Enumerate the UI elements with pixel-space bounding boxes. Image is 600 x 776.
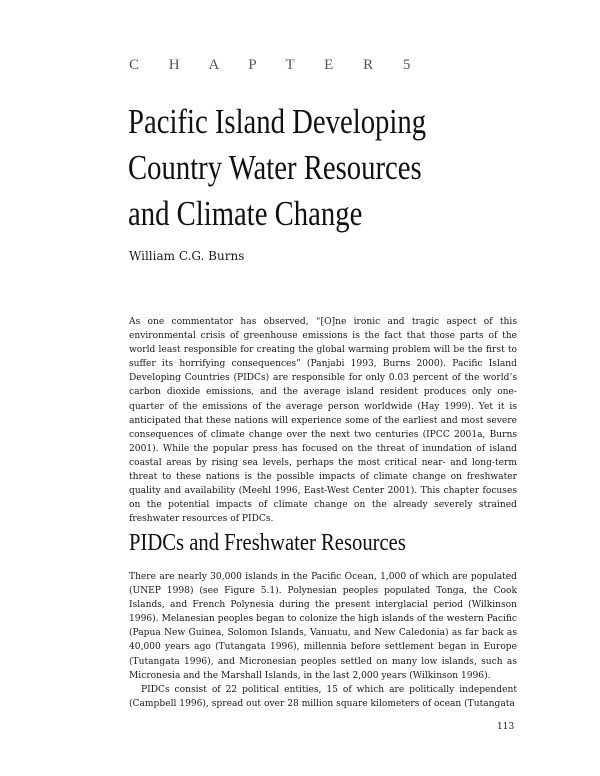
page-number: 113 [497,722,515,732]
chapter-title-line-1: Pacific Island Developing [128,102,427,141]
body-paragraph-1: There are nearly 30,000 islands in the Pacific Ocean, 1,000 of which are populated (UNEP 1998) (see Figure 5.1). Polynesian peoples populated Tonga, the Cook Islands, and French Polynesia during the present interglacial period (Wilkinson 1996). Melanesian peoples began to colonize the high islands of the western Pacific (Papua New Guinea, Solomon Islands, Vanuatu, and New Caledonia) as far back as 40,000 years ago (Tutangata 1996), millennia before settlement began in Europe (Tutangata 1996), and Micronesian peoples settled on many low islands, such as Micronesia and the Marshall Islands, in the last 2,000 years (Wilkinson 1996). [129,572,517,681]
author-name: William C.G. Burns [129,249,245,263]
chapter-title-line-3: and Climate Change [128,194,363,233]
section-heading: PIDCs and Freshwater Resources [129,530,406,556]
chapter-title-line-2: Country Water Resources [128,148,422,187]
chapter-title [128,99,426,237]
abstract-paragraph: As one commentator has observed, “[O]ne ironic and tragic aspect of this environmental crisis of greenhouse emissions is the fact that those parts of the world least responsible for creating the global warming problem will be the first to suffer its horrifying consequences” (Panjabi 1993, Burns 2000). Pacific Island Developing Countries (PIDCs) are responsible for only 0.03 percent of the world’s carbon dioxide emissions, and the average island resident produces only one-quarter of the emissions of the average person worldwide (Hay 1999). Yet it is anticipated that these nations will experience some of the earliest and most severe consequences of climate change over the next two centuries (IPCC 2001a, Burns 2001). While the popular press has focused on the threat of inundation of island coastal areas by rising sea levels, perhaps the most critical near- and long-term threat to these nations is the possible impacts of climate change on freshwater quality and availability (Meehl 1996, East-West Center 2001). This chapter focuses on the potential impacts of climate change on the already severely strained freshwater resources of PIDCs. [129,317,517,525]
section-body [129,570,517,711]
body-paragraph-2: PIDCs consist of 22 political entities, 15 of which are politically independent (Campbell 1996), spread out over 28 million square kilometers of ocean (Tutangata [129,684,517,709]
chapter-label: C H A P T E R 5 [129,57,424,73]
